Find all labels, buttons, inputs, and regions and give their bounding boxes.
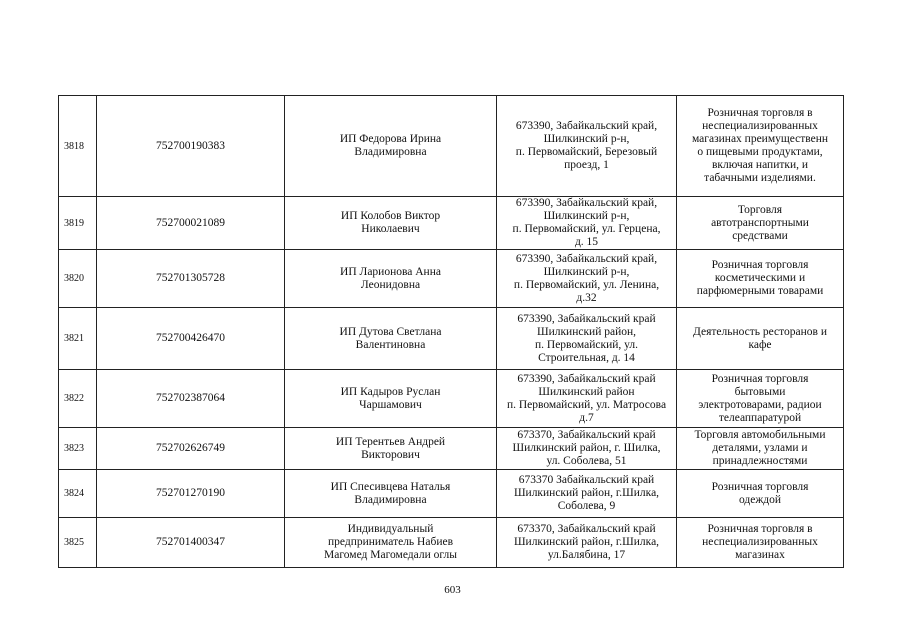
- entrepreneur-name-line: Владимировна: [354, 493, 427, 506]
- address-line: д. 15: [574, 236, 599, 248]
- activity-line: Розничная торговля в: [707, 107, 813, 119]
- address-line: Шилкинский р-н,: [543, 133, 630, 145]
- inn-cell: 752701270190: [97, 470, 285, 518]
- address-cell: [497, 250, 677, 308]
- activity-line: Торговля автомобильными: [694, 429, 826, 441]
- entrepreneur-name-line: ИП Терентьев Андрей: [335, 435, 446, 448]
- activity-line: автотранспортными: [711, 216, 809, 229]
- address-line: проезд, 1: [564, 159, 609, 171]
- table-row: [59, 96, 844, 197]
- address-line: Шилкинский район, г.Шилка,: [513, 487, 660, 499]
- activity-line: бытовыми: [734, 385, 786, 398]
- entrepreneur-name-line: Леонидовна: [360, 278, 421, 291]
- row-number-cell: 3824: [59, 470, 97, 518]
- entrepreneur-name-cell: [285, 96, 497, 197]
- entrepreneur-name-cell: [285, 370, 497, 428]
- address-line: 673390, Забайкальский край,: [515, 197, 658, 209]
- activity-line: включая напитки, и: [711, 159, 809, 171]
- activity-line: Розничная торговля: [711, 480, 809, 493]
- address-line: Шилкинский район,: [536, 325, 637, 338]
- activity-line: принадлежностями: [712, 455, 808, 467]
- row-number-cell: 3825: [59, 518, 97, 568]
- activity-line: кафе: [748, 338, 772, 351]
- address-line: 673390, Забайкальский край: [517, 372, 656, 385]
- activity-line: косметическими и: [714, 272, 806, 284]
- inn-cell: 752701305728: [97, 250, 285, 308]
- row-number-cell: 3818: [59, 96, 97, 197]
- address-cell: [497, 197, 677, 250]
- entrepreneur-name-line: предприниматель Набиев: [327, 536, 454, 548]
- address-line: 673390, Забайкальский край,: [515, 252, 658, 265]
- entrepreneur-name-cell: [285, 197, 497, 250]
- entrepreneur-name-line: Магомед Магомедали оглы: [324, 549, 457, 561]
- entrepreneur-name-cell: [285, 250, 497, 308]
- table-row: [59, 470, 844, 518]
- address-line: п. Первомайский, ул.: [534, 338, 638, 351]
- table-row: [59, 370, 844, 428]
- address-line: Шилкинский р-н,: [543, 265, 630, 278]
- activity-line: средствами: [732, 229, 788, 242]
- address-cell: [497, 518, 677, 568]
- activity-line: Розничная торговля: [711, 259, 809, 271]
- row-number-cell: 3819: [59, 197, 97, 250]
- activity-line: о пищевыми продуктами,: [697, 146, 823, 158]
- inn-cell: 752702387064: [97, 370, 285, 428]
- entrepreneur-name-line: Чаршамович: [359, 398, 422, 411]
- address-line: д.32: [576, 291, 597, 304]
- activity-line: Розничная торговля: [711, 372, 809, 385]
- address-line: п. Первомайский, ул. Герцена,: [512, 223, 661, 235]
- table-body: [59, 96, 844, 568]
- activity-cell: [677, 370, 844, 428]
- table-row: [59, 197, 844, 250]
- address-line: Строительная, д. 14: [538, 351, 635, 364]
- activity-line: Розничная торговля в: [707, 523, 813, 535]
- entrepreneur-name-line: Николаевич: [361, 223, 420, 235]
- inn-cell: 752700190383: [97, 96, 285, 197]
- entrepreneur-name-line: Владимировна: [354, 146, 427, 158]
- activity-line: Торговля: [737, 203, 783, 216]
- row-number-cell: 3821: [59, 308, 97, 370]
- address-cell: [497, 470, 677, 518]
- table-row: [59, 428, 844, 470]
- activity-line: магазинах преимущественн: [691, 133, 829, 145]
- address-cell: [497, 428, 677, 470]
- activity-line: электротоварами, радиои: [698, 398, 822, 411]
- activity-line: одеждой: [738, 493, 782, 506]
- activity-cell: [677, 428, 844, 470]
- entrepreneur-name-cell: [285, 308, 497, 370]
- address-line: 673370, Забайкальский край: [517, 429, 656, 441]
- entrepreneur-name-line: Валентиновна: [355, 338, 426, 351]
- page-number: 603: [444, 584, 461, 596]
- address-line: п. Первомайский, Березовый: [515, 146, 658, 158]
- inn-cell: 752700426470: [97, 308, 285, 370]
- entrepreneur-name-line: Индивидуальный: [347, 523, 434, 535]
- activity-line: неспециализированных: [702, 120, 818, 132]
- activity-line: телеаппаратурой: [718, 411, 802, 424]
- inn-cell: 752702626749: [97, 428, 285, 470]
- row-number-cell: 3822: [59, 370, 97, 428]
- activity-cell: [677, 308, 844, 370]
- entrepreneur-name-cell: [285, 518, 497, 568]
- address-line: ул.Балябина, 17: [547, 549, 626, 561]
- address-line: ул. Соболева, 51: [546, 455, 627, 467]
- inn-cell: 752700021089: [97, 197, 285, 250]
- activity-line: деталями, узлами и: [712, 442, 808, 454]
- table-row: [59, 308, 844, 370]
- activity-cell: [677, 197, 844, 250]
- address-line: Шилкинский р-н,: [543, 210, 630, 222]
- address-cell: [497, 308, 677, 370]
- activity-line: Деятельность ресторанов и: [692, 325, 828, 338]
- address-line: 673390, Забайкальский край,: [515, 120, 658, 132]
- address-line: п. Первомайский, ул. Матросова: [506, 398, 667, 411]
- row-number-cell: 3820: [59, 250, 97, 308]
- entrepreneur-name-line: Викторович: [361, 448, 420, 461]
- table-row: [59, 518, 844, 568]
- entrepreneur-name-line: ИП Ларионова Анна: [340, 265, 441, 278]
- address-cell: [497, 370, 677, 428]
- address-line: Шилкинский район: [538, 385, 635, 398]
- activity-line: парфюмерными товарами: [696, 285, 824, 297]
- address-line: п. Первомайский, ул. Ленина,: [513, 278, 660, 291]
- entrepreneur-name-cell: [285, 428, 497, 470]
- address-line: Шилкинский район, г. Шилка,: [512, 442, 661, 454]
- address-line: 673370, Забайкальский край: [517, 523, 656, 535]
- activity-line: неспециализированных: [702, 536, 818, 548]
- activity-cell: [677, 250, 844, 308]
- entrepreneur-name-line: ИП Дутова Светлана: [339, 325, 442, 338]
- row-number-cell: 3823: [59, 428, 97, 470]
- address-line: д.7: [579, 411, 594, 424]
- activity-line: магазинах: [735, 549, 785, 561]
- registry-table: [58, 95, 844, 568]
- entrepreneur-name-line: ИП Спесивцева Наталья: [330, 480, 451, 493]
- activity-cell: [677, 518, 844, 568]
- address-line: 673390, Забайкальский край: [517, 312, 656, 325]
- address-line: Соболева, 9: [557, 500, 616, 512]
- entrepreneur-name-line: ИП Колобов Виктор: [340, 210, 441, 222]
- activity-line: табачными изделиями.: [704, 172, 816, 184]
- activity-cell: [677, 96, 844, 197]
- address-line: Шилкинский район, г.Шилка,: [513, 536, 660, 548]
- inn-cell: 752701400347: [97, 518, 285, 568]
- entrepreneur-name-line: ИП Федорова Ирина: [339, 133, 442, 145]
- address-line: 673370 Забайкальский край: [518, 474, 655, 486]
- address-cell: [497, 96, 677, 197]
- entrepreneur-name-cell: [285, 470, 497, 518]
- entrepreneur-name-line: ИП Кадыров Руслан: [340, 385, 441, 398]
- table-row: [59, 250, 844, 308]
- activity-cell: [677, 470, 844, 518]
